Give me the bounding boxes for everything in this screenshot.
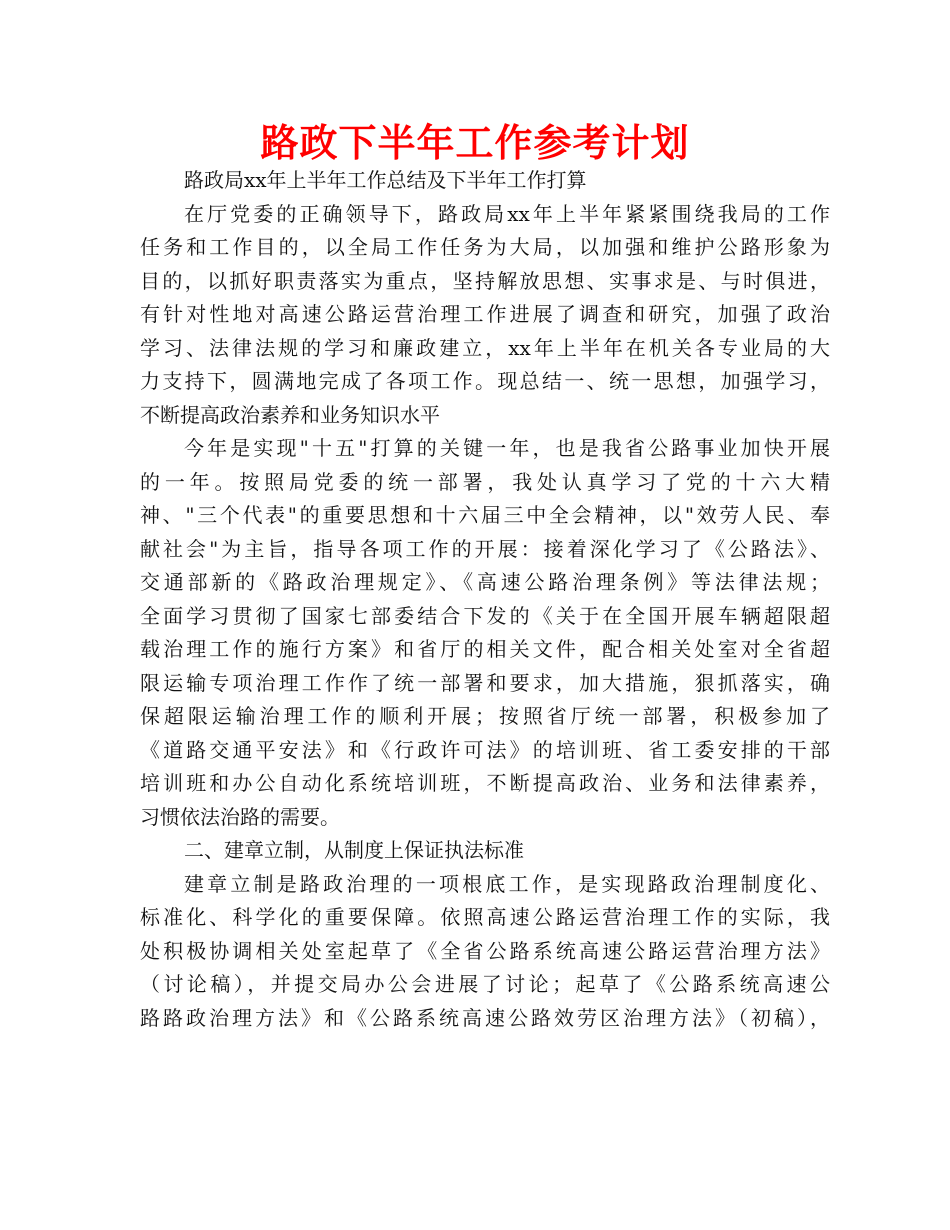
text-line: 建章立制是路政治理的一项根底工作，是实现路政治理制度化、 — [184, 871, 830, 896]
text-line: 处积极协调相关处室起草了《全省公路系统高速公路运营治理方法》 — [140, 938, 830, 963]
text-line: 二、建章立制，从制度上保证执法标准 — [184, 838, 524, 862]
text-line: 全面学习贯彻了国家七部委结合下发的《关于在全国开展车辆超限超 — [140, 603, 830, 628]
text-line: 路政局xx年上半年工作总结及下半年工作打算 — [184, 168, 587, 192]
text-line: 交通部新的《路政治理规定》、《高速公路治理条例》等法律法规； — [140, 570, 830, 594]
text-line: （讨论稿），并提交局办公会进展了讨论；起草了《公路系统高速公 — [140, 972, 830, 996]
text-line: 培训班和办公自动化系统培训班，不断提高政治、业务和法律素养， — [140, 771, 830, 795]
text-line: 有针对性地对高速公路运营治理工作进展了调查和研究，加强了政治 — [140, 302, 830, 326]
text-line: 的一年。按照局党委的统一部署，我处认真学习了党的十六大精 — [140, 469, 830, 494]
text-line: 神、"三个代表"的重要思想和十六届三中全会精神，以"效劳人民、奉 — [140, 503, 830, 527]
text-line: 任务和工作目的，以全局工作任务为大局，以加强和维护公路形象为 — [140, 235, 830, 259]
text-line: 标准化、科学化的重要保障。依照高速公路运营治理工作的实际，我 — [140, 905, 830, 929]
text-line: 目的，以抓好职责落实为重点，坚持解放思想、实事求是、与时俱进， — [140, 268, 830, 293]
text-line: 限运输专项治理工作作了统一部署和要求，加大措施，狠抓落实，确 — [140, 670, 830, 695]
text-line: 载治理工作的施行方案》和省厅的相关文件，配合相关处室对全省超 — [140, 637, 830, 661]
text-line: 在厅党委的正确领导下，路政局xx年上半年紧紧围绕我局的工作 — [184, 201, 830, 226]
text-line: 习惯依法治路的需要。 — [140, 804, 340, 829]
text-line: 今年是实现"十五"打算的关键一年，也是我省公路事业加快开展 — [184, 436, 830, 460]
document-title: 路政下半年工作参考计划 — [260, 121, 690, 165]
text-line: 保超限运输治理工作的顺利开展；按照省厅统一部署，积极参加了 — [140, 704, 830, 728]
text-line: 路路政治理方法》和《公路系统高速公路效劳区治理方法》（初稿）， — [140, 1005, 830, 1030]
text-line: 献社会"为主旨，指导各项工作的开展：接着深化学习了《公路法》、 — [140, 536, 830, 561]
text-line: 不断提高政治素养和业务知识水平 — [140, 402, 440, 427]
text-line: 学习、法律法规的学习和廉政建立，xx年上半年在机关各专业局的大 — [140, 335, 830, 360]
text-line: 《道路交通平安法》和《行政许可法》的培训班、省工委安排的干部 — [140, 737, 830, 762]
document-body — [140, 164, 830, 1035]
text-line: 力支持下，圆满地完成了各项工作。现总结一、统一思想，加强学习， — [140, 369, 830, 393]
